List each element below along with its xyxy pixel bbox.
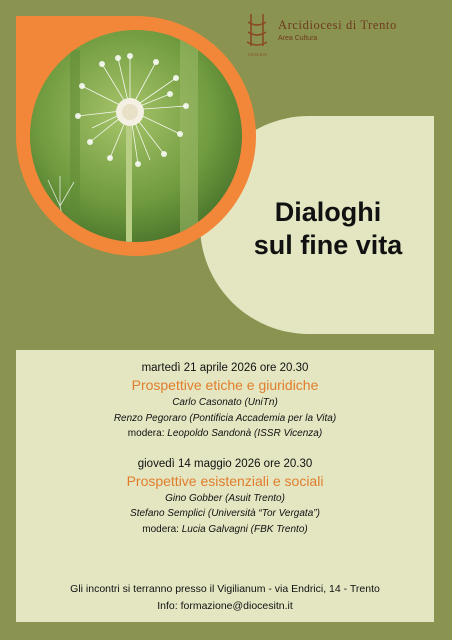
moderator: Lucia Galvagni (FBK Trento): [181, 523, 308, 535]
dandelion-image: [30, 30, 242, 242]
event-1: [16, 360, 434, 442]
events-box: [16, 350, 434, 622]
title-line-2: sul fine vita: [253, 230, 403, 260]
dandelion-photo: [30, 30, 242, 242]
event-title: Prospettive esistenziali e sociali: [126, 472, 324, 489]
moderator: Leopoldo Sandonà (ISSR Vicenza): [167, 428, 323, 439]
venue-text: Gli incontri si terranno presso il Vigilianum - via Endrici, 14 - Trento: [70, 583, 380, 595]
moderator-label: modera:: [142, 523, 179, 535]
org-subtitle: Area Cultura: [278, 35, 318, 42]
event-date: martedì 21 aprile 2026 ore 20.30: [141, 362, 309, 374]
contact-info[interactable]: Info: formazione@diocesitn.it: [157, 600, 293, 612]
title-line-1: Dialoghi: [274, 197, 382, 227]
logo-motto: VIGILIUS: [247, 52, 267, 57]
diocese-logo-icon: [244, 12, 270, 58]
speaker: Renzo Pegoraro (Pontificia Accademia per la Vita): [113, 412, 337, 424]
event-2: [16, 456, 434, 538]
footer: [16, 581, 434, 615]
speaker: Stefano Semplici (Università “Tor Vergata”): [130, 508, 320, 519]
speaker: Gino Gobber (Asuit Trento): [165, 492, 285, 504]
diocese-logo: [244, 12, 444, 60]
event-title: Prospettive etiche e giuridiche: [131, 377, 319, 393]
moderator-label: modera:: [127, 428, 165, 439]
page-title: [222, 196, 434, 262]
event-date: giovedì 14 maggio 2026 ore 20.30: [137, 457, 313, 470]
speaker: Carlo Casonato (UniTn): [172, 397, 278, 408]
org-name: Arcidiocesi di Trento: [278, 18, 397, 32]
